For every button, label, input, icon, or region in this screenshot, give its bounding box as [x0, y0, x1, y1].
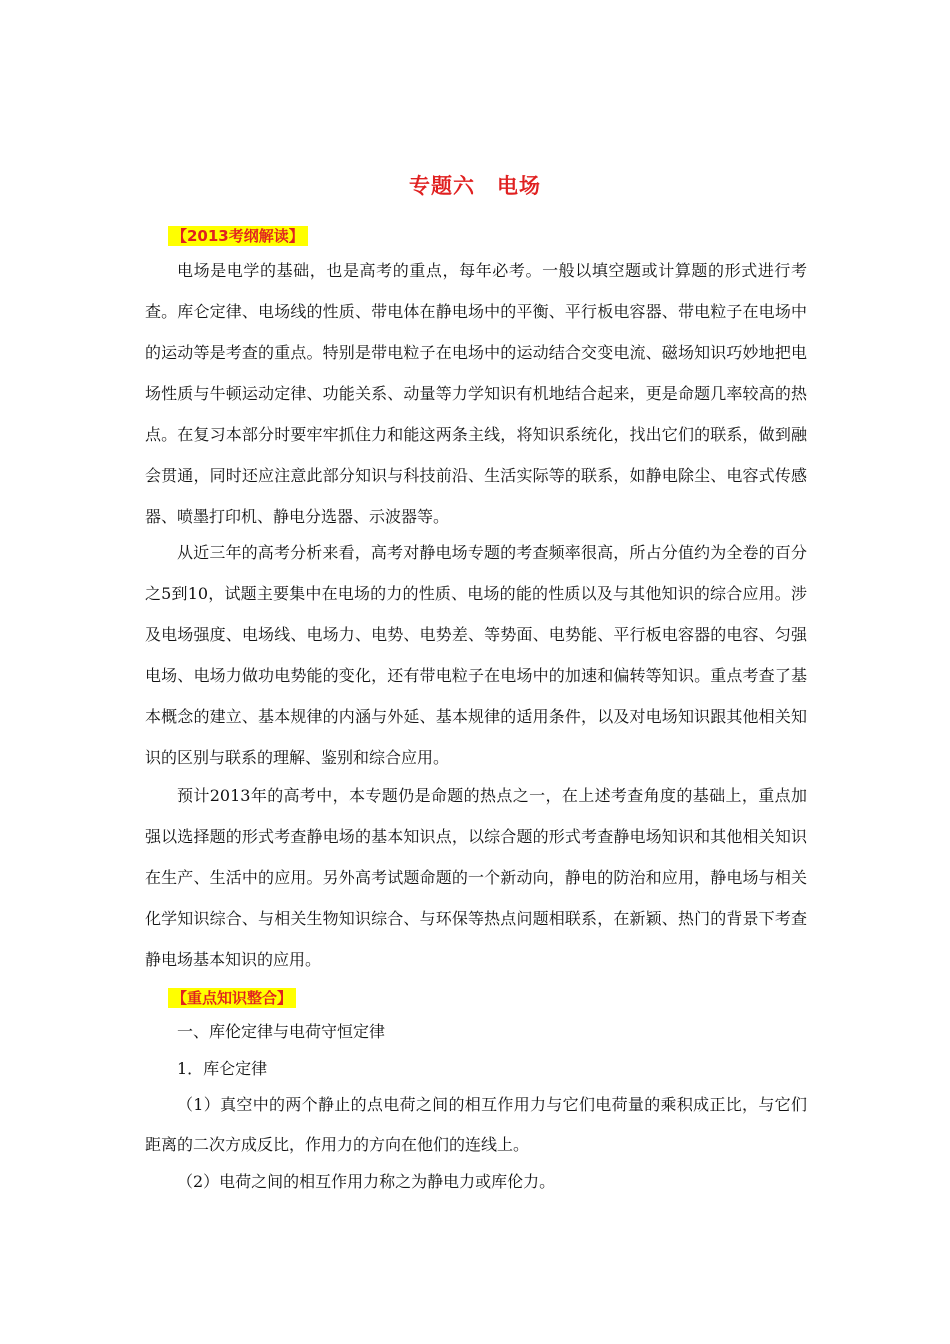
item-1: （1）真空中的两个静止的点电荷之间的相互作用力与它们电荷量的乘积成正比，与它们距离的二次方成反比，作用力的方向在他们的连线上。 — [145, 1095, 807, 1154]
heading-coulomb-and-conservation: 一、库伦定律与电荷守恒定律 — [177, 1022, 386, 1041]
item-2: （2）电荷之间的相互作用力称之为静电力或库伦力。 — [177, 1172, 556, 1191]
paragraph-3: 预计2013年的高考中，本专题仍是命题的热点之一，在上述考查角度的基础上，重点加强以选择题的形式考查静电场的基本知识点，以综合题的形式考查静电场知识和其他相关知识在生产、生活中的应用。另外高考试题命题的一个新动向，静电的防治和应用，静电场与相关化学知识综合、与相关生物知识综合、与环保等热点问题相联系，在新颖、热门的背景下考查静电场基本知识的应用。 — [145, 786, 807, 969]
section-label-syllabus: 【2013考纲解读】 — [168, 226, 308, 246]
paragraph-1: 电场是电学的基础，也是高考的重点，每年必考。一般以填空题或计算题的形式进行考查。库仑定律、电场线的性质、带电体在静电场中的平衡、平行板电容器、带电粒子在电场中的运动等是考查的重点。特别是带电粒子在电场中的运动结合交变电流、磁场知识巧妙地把电场性质与牛顿运动定律、功能关系、动量等力学知识有机地结合起来，更是命题几率较高的热点。在复习本部分时要牢牢抓住力和能这两条主线，将知识系统化，找出它们的联系，做到融会贯通，同时还应注意此部分知识与科技前沿、生活实际等的联系，如静电除尘、电容式传感器、喷墨打印机、静电分选器、示波器等。 — [145, 261, 807, 526]
heading-coulomb-law: 1．库仑定律 — [177, 1059, 268, 1078]
paragraph-2: 从近三年的高考分析来看，高考对静电场专题的考查频率很高，所占分值约为全卷的百分之5到10，试题主要集中在电场的力的性质、电场的能的性质以及与其他知识的综合应用。涉及电场强度、电场线、电场力、电势、电势差、等势面、电势能、平行板电容器的电容、匀强电场、电场力做功电势能的变化，还有带电粒子在电场中的加速和偏转等知识。重点考查了基本概念的建立、基本规律的内涵与外延、基本规律的适用条件，以及对电场知识跟其他相关知识的区别与联系的理解、鉴别和综合应用。 — [145, 543, 807, 767]
section-label-key-knowledge: 【重点知识整合】 — [168, 988, 296, 1008]
page-title: 专题六 电场 — [409, 174, 541, 198]
